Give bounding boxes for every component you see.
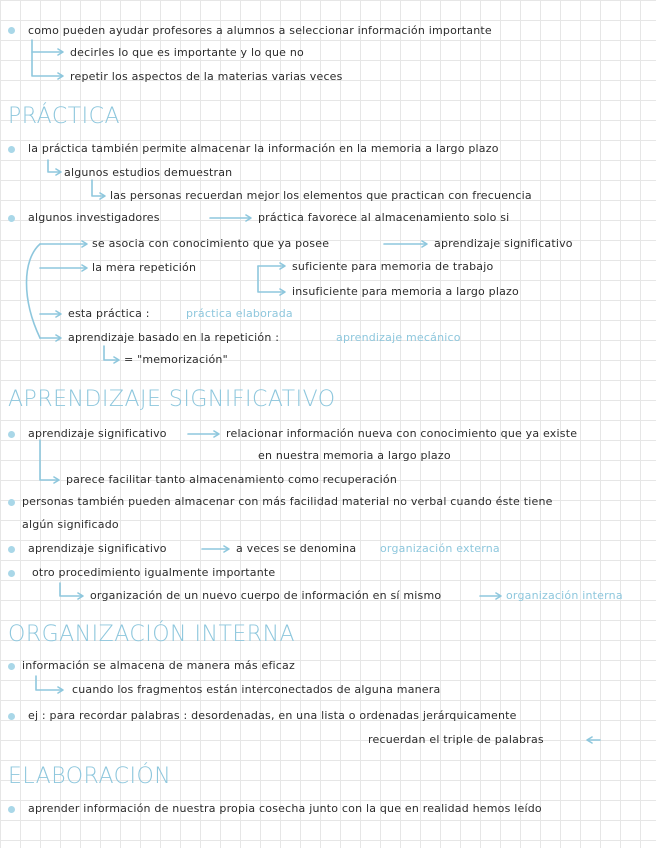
note-text: algunos investigadores [28, 211, 160, 224]
note-text: parece facilitar tanto almacenamiento como recuperación [66, 473, 397, 486]
note-text: como pueden ayudar profesores a alumnos a seleccionar información importante [28, 24, 492, 37]
key-term: aprendizaje mecánico [336, 331, 461, 344]
note-text: relacionar información nueva con conocimiento que ya existe [226, 427, 578, 440]
note-text: aprender información de nuestra propia cosecha junto con la que en realidad hemos leído [28, 802, 542, 815]
note-text: algunos estudios demuestran [64, 166, 233, 179]
note-text: personas también pueden almacenar con más facilidad material no verbal cuando éste tiene [22, 495, 553, 508]
note-text: cuando los fragmentos están interconectados de alguna manera [72, 683, 441, 696]
note-text: decirles lo que es importante y lo que no [70, 46, 304, 59]
bullet-dot [8, 713, 15, 720]
note-text: en nuestra memoria a largo plazo [258, 449, 451, 462]
note-text: ej : para recordar palabras : desordenadas, en una lista o ordenadas jerárquicamente [28, 709, 517, 722]
bullet-dot [8, 27, 15, 34]
section-heading: PRÁCTICA [8, 104, 121, 129]
note-text: repetir los aspectos de la materias varias veces [70, 70, 343, 83]
note-text: aprendizaje significativo [28, 427, 167, 440]
note-text: aprendizaje significativo [28, 542, 167, 555]
note-text: esta práctica : [68, 307, 150, 320]
note-text: suficiente para memoria de trabajo [292, 260, 494, 273]
note-text: aprendizaje basado en la repetición : [68, 331, 280, 344]
note-text: aprendizaje significativo [434, 237, 573, 250]
key-term: organización interna [506, 589, 623, 602]
bullet-dot [8, 499, 15, 506]
bullet-dot [8, 215, 15, 222]
note-text: = "memorización" [124, 353, 228, 366]
note-text: organización de un nuevo cuerpo de información en sí mismo [90, 589, 442, 602]
note-text: algún significado [22, 518, 119, 531]
note-text: información se almacena de manera más eficaz [22, 659, 295, 672]
note-text: se asocia con conocimiento que ya posee [92, 237, 330, 250]
bullet-dot [8, 146, 15, 153]
section-heading: ELABORACIÓN [8, 764, 172, 789]
note-text: a veces se denomina [236, 542, 357, 555]
section-heading: APRENDIZAJE SIGNIFICATIVO [8, 387, 336, 412]
note-text: la mera repetición [92, 261, 197, 274]
bullet-dot [8, 546, 15, 553]
section-heading: ORGANIZACIÓN INTERNA [8, 622, 296, 647]
note-text: insuficiente para memoria a largo plazo [292, 285, 519, 298]
bullet-dot [8, 806, 15, 813]
note-text: práctica favorece al almacenamiento solo si [258, 211, 510, 224]
bullet-dot [8, 431, 15, 438]
bullet-dot [8, 663, 15, 670]
note-text: otro procedimiento igualmente importante [32, 566, 276, 579]
key-term: práctica elaborada [186, 307, 293, 320]
note-text: la práctica también permite almacenar la información en la memoria a largo plazo [28, 142, 499, 155]
bullet-dot [8, 570, 15, 577]
note-text: recuerdan el triple de palabras [368, 733, 544, 746]
key-term: organización externa [380, 542, 500, 555]
note-text: las personas recuerdan mejor los elementos que practican con frecuencia [110, 189, 532, 202]
